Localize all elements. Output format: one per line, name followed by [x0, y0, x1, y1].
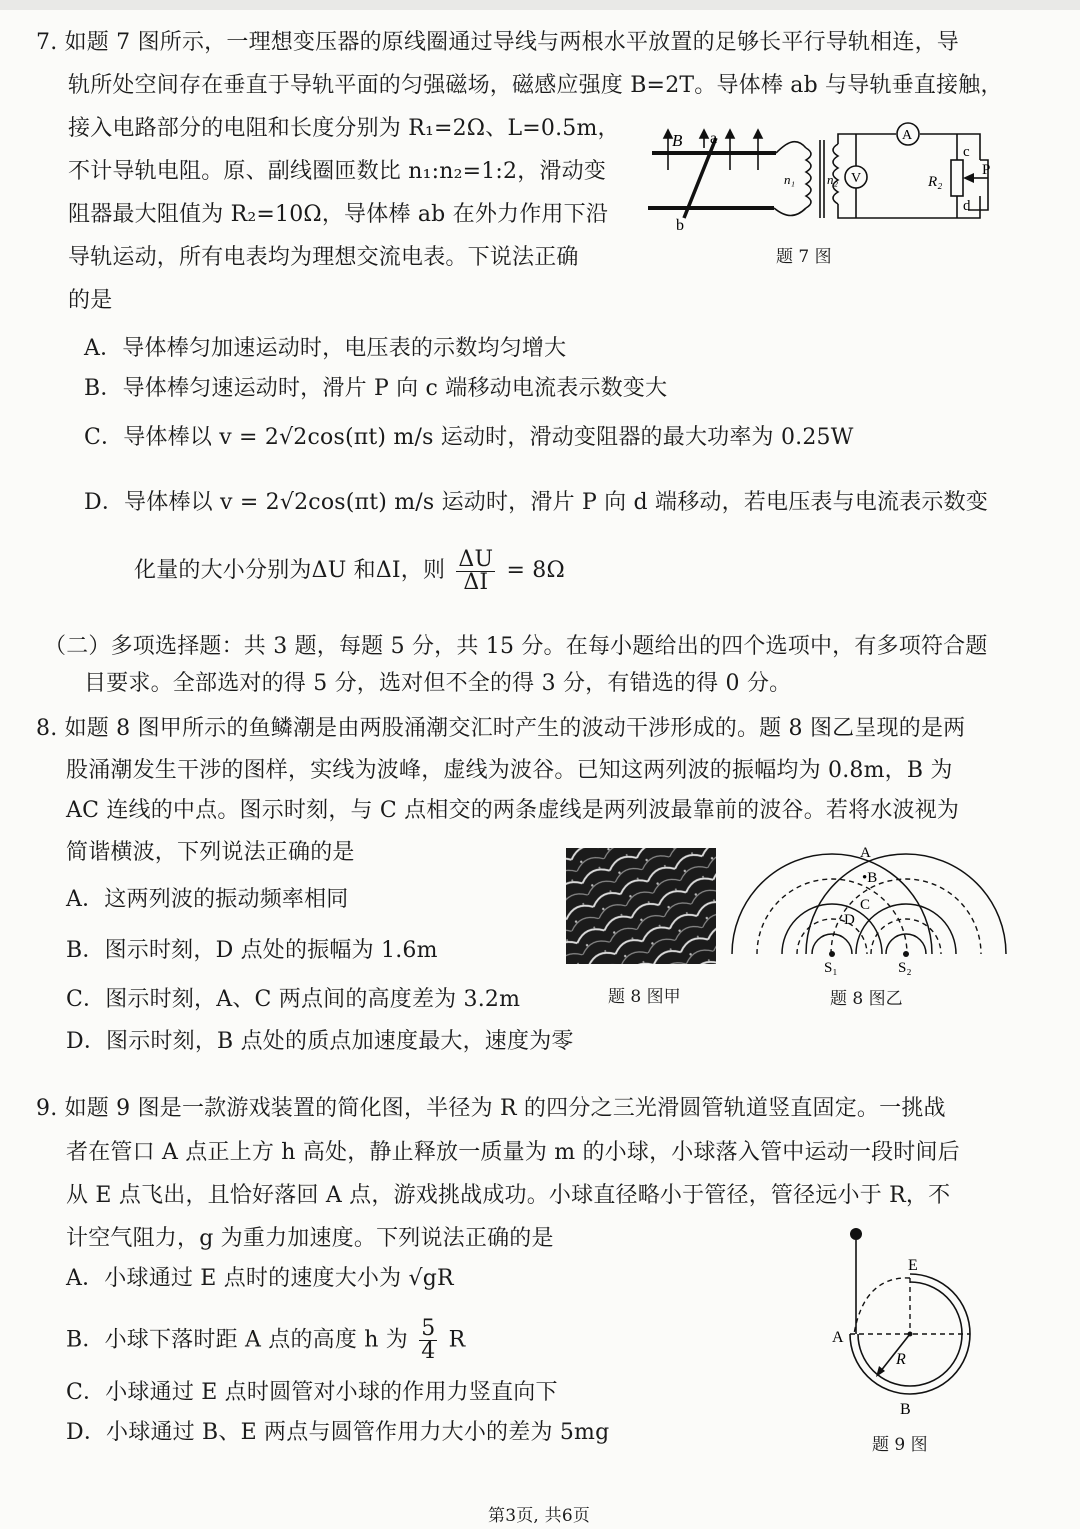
q8-option-a: A．这两列波的振动频率相同: [66, 887, 349, 912]
ball-icon: [850, 1228, 862, 1240]
page-number: 第3页, 共6页: [488, 1506, 591, 1526]
q8-stem-line3: AC 连线的中点。图示时刻，与 C 点相交的两条虚线是两列波最靠前的波谷。若将水波视为: [66, 798, 960, 823]
q7-stem-line6: 导轨运动，所有电表均为理想交流电表。下说法正确: [68, 245, 579, 270]
source-s1-dot: [829, 951, 835, 957]
q7-option-d-line2: [134, 548, 565, 594]
label-c-point: C: [860, 897, 871, 913]
fraction-denominator: 4: [421, 1339, 436, 1364]
q8-caption-jia: 题 8 图甲: [608, 987, 681, 1007]
q9-option-a: A．小球通过 E 点时的速度大小为 √gR: [66, 1266, 454, 1291]
q9-option-b: [66, 1318, 465, 1363]
primary-coil: [806, 148, 811, 208]
q7-figure-caption: 题 7 图: [776, 247, 832, 267]
fraction-denominator: ΔI: [463, 569, 489, 595]
rheostat-r2: [951, 160, 963, 196]
fraction-numerator: ΔU: [458, 546, 494, 572]
q7-stem-line4: 不计导轨电阻。原、副线圈匝数比 n₁:n₂=1:2，滑动变: [68, 159, 607, 184]
section2-line1: （二）多项选择题：共 3 题，每题 5 分，共 15 分。在每小题给出的四个选项中，有多项符合题: [44, 634, 988, 659]
top-edge: [0, 0, 1080, 10]
label-b-point: •B: [862, 870, 878, 886]
label-b-field: B: [672, 131, 683, 150]
label-p: P: [982, 162, 991, 178]
trajectory-dashed: [854, 1278, 910, 1334]
label-ammeter: A: [902, 128, 913, 143]
label-a-tube: A: [832, 1329, 844, 1346]
q8-stem-line2: 股涌潮发生干涉的图样，实线为波峰，虚线为波谷。已知这两列波的振幅均为 0.8m，B 为: [66, 758, 953, 783]
q7-option-d-result: = 8Ω: [506, 558, 565, 583]
q8-option-c: C．图示时刻，A、C 两点间的高度差为 3.2m: [66, 987, 521, 1012]
q8-stem-line1: 8. 如题 8 图甲所示的鱼鳞潮是由两股涌潮交汇时产生的波动干涉形成的。题 8 图乙呈现的是两: [36, 716, 966, 741]
q8-photo-fish-scale-tide: [566, 848, 716, 964]
q7-option-b: B．导体棒匀速运动时，滑片 P 向 c 端移动电流表示数变大: [84, 376, 668, 401]
q7-option-d-text: 化量的大小分别为ΔU 和ΔI，则: [134, 558, 446, 583]
label-e: E: [908, 1257, 918, 1274]
q9-figure-caption: 题 9 图: [872, 1435, 928, 1455]
label-s1: S₁: [824, 960, 838, 976]
q7-stem-line1: 7. 如题 7 图所示，一理想变压器的原线圈通过导线与两根水平放置的足够长平行导轨相连，导: [36, 30, 959, 55]
label-n2: n₂: [827, 172, 839, 187]
q9-option-b-fraction: [419, 1318, 437, 1363]
label-a-point: A: [860, 845, 871, 861]
q7-option-a: A．导体棒匀加速运动时，电压表的示数均匀增大: [84, 336, 567, 361]
section2-line2: 目要求。全部选对的得 5 分，选对但不全的得 3 分，有错选的得 0 分。: [84, 671, 792, 696]
q7-stem-line5: 阻器最大阻值为 R₂=10Ω，导体棒 ab 在外力作用下沿: [68, 202, 609, 227]
q8-interference-figure: [724, 842, 1010, 978]
q8-caption-yi: 题 8 图乙: [830, 989, 903, 1009]
q7-option-c: C．导体棒以 v = 2√2cos(πt) m/s 运动时，滑动变阻器的最大功率为 0.25W: [84, 425, 854, 450]
q8-stem-line4: 简谐横波，下列说法正确的是: [66, 840, 355, 865]
label-c: c: [963, 144, 970, 160]
label-r: R: [896, 1351, 906, 1368]
q7-option-d-fraction: [456, 546, 495, 595]
q7-stem-line7: 的是: [68, 288, 113, 313]
slider-p-arrow-icon: [963, 173, 974, 183]
label-s2: S₂: [898, 960, 912, 976]
q9-option-c: C．小球通过 E 点时圆管对小球的作用力竖直向下: [66, 1380, 558, 1405]
label-b: b: [676, 217, 684, 234]
q9-stem-line2: 者在管口 A 点正上方 h 高处，静止释放一质量为 m 的小球，小球落入管中运动一段时间后: [66, 1140, 960, 1165]
label-v: V: [851, 171, 862, 186]
label-d-point: D: [844, 912, 855, 928]
q8-option-b: B．图示时刻，D 点处的振幅为 1.6m: [66, 938, 438, 963]
q9-tube-figure: [824, 1224, 984, 1424]
q9-option-d: D．小球通过 B、E 两点与圆管作用力大小的差为 5mg: [66, 1420, 610, 1445]
label-n1: n₁: [784, 172, 796, 187]
q9-option-b-r: R: [448, 1327, 466, 1353]
q9-stem-line1: 9. 如题 9 图是一款游戏装置的简化图，半径为 R 的四分之三光滑圆管轨道竖直固定。一挑战: [36, 1096, 946, 1121]
q9-stem-line3: 从 E 点飞出，且恰好落回 A 点，游戏挑战成功。小球直径略小于管径，管径远小于 R，不: [66, 1183, 951, 1208]
q7-stem-line2: 轨所处空间存在垂直于导轨平面的匀强磁场，磁感应强度 B=2T。导体棒 ab 与导轨垂直接触，: [68, 73, 1003, 98]
label-b-tube: B: [900, 1401, 911, 1418]
q7-stem-line3: 接入电路部分的电阻和长度分别为 R₁=2Ω、L=0.5m，: [68, 116, 620, 141]
q7-circuit-figure: [646, 118, 1000, 243]
label-a: a: [710, 130, 718, 147]
label-d: d: [963, 198, 971, 214]
label-r2: R₂: [928, 174, 943, 190]
q9-stem-line4: 计空气阻力，g 为重力加速度。下列说法正确的是: [66, 1226, 554, 1251]
fraction-numerator: 5: [421, 1316, 436, 1341]
q9-option-b-text: B．小球下落时距 A 点的高度 h 为: [66, 1327, 408, 1353]
q7-option-d-line1: D．导体棒以 v = 2√2cos(πt) m/s 运动时，滑片 P 向 d 端移动，若电压表与电流表示数变: [84, 490, 989, 515]
q8-option-d: D．图示时刻，B 点处的质点加速度最大，速度为零: [66, 1029, 574, 1054]
source-s2-dot: [903, 951, 909, 957]
